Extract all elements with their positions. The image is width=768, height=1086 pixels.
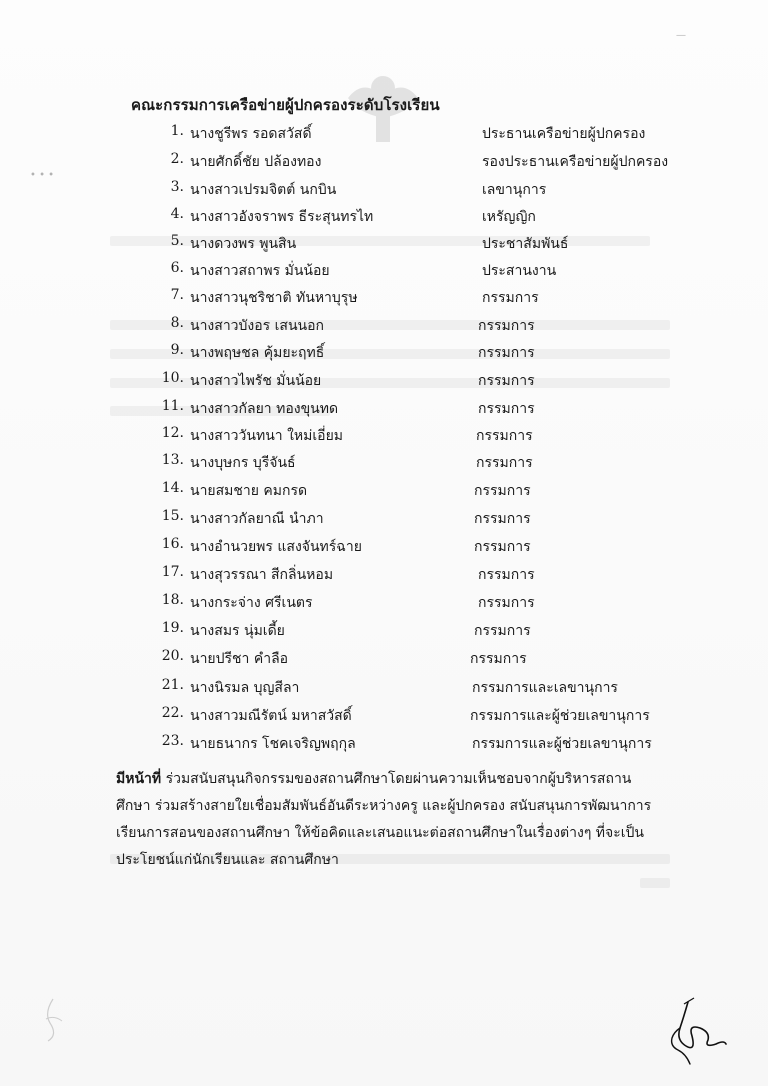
- committee-heading: คณะกรรมการเครือข่ายผู้ปกครองระดับโรงเรียน: [131, 96, 440, 114]
- member-name: นางกระจ่าง ศรีเนตร: [190, 595, 313, 611]
- faint-stamp-mark: [36, 995, 70, 1045]
- member-number: 5.: [170, 233, 184, 249]
- member-role: กรรมการ: [478, 318, 535, 334]
- member-name: นางนิรมล บุญสีลา: [190, 680, 300, 696]
- member-number: 18.: [161, 592, 184, 608]
- member-row: [0, 536, 768, 563]
- member-name: นางชูรีพร รอดสวัสดิ์: [190, 126, 312, 142]
- member-number: 14.: [161, 480, 184, 496]
- member-row: [0, 123, 768, 150]
- member-row: [0, 398, 768, 425]
- member-row: [0, 620, 768, 647]
- member-role: กรรมการ: [474, 483, 531, 499]
- member-name: นายธนากร โชคเจริญพฤกุล: [190, 736, 356, 752]
- member-number: 15.: [161, 508, 184, 524]
- member-role: กรรมการ: [478, 401, 535, 417]
- member-row: [0, 151, 768, 178]
- member-role: กรรมการ: [482, 290, 539, 306]
- member-row: [0, 452, 768, 479]
- member-role: กรรมการ: [478, 345, 535, 361]
- member-number: 20.: [161, 648, 184, 664]
- bleed-through-mark: [640, 878, 670, 888]
- member-role: ประธานเครือข่ายผู้ปกครอง: [482, 126, 646, 142]
- member-role: กรรมการและผู้ช่วยเลขานุการ: [472, 736, 652, 752]
- member-number: 10.: [161, 370, 184, 386]
- member-number: 13.: [161, 452, 184, 468]
- member-role: กรรมการ: [474, 539, 531, 555]
- member-row: [0, 564, 768, 591]
- member-number: 7.: [170, 287, 184, 303]
- member-number: 2.: [170, 151, 184, 167]
- member-row: [0, 315, 768, 342]
- member-name: นางสุวรรณา สีกลิ่นหอม: [190, 567, 334, 583]
- member-number: 6.: [170, 260, 184, 276]
- member-name: นางอำนวยพร แสงจันทร์ฉาย: [190, 539, 362, 555]
- member-name: นางสาวกัลยาณี นำภา: [190, 511, 324, 527]
- member-number: 8.: [170, 315, 184, 331]
- scan-speck: —: [676, 30, 686, 41]
- member-name: นางสาวกัลยา ทองขุนทด: [190, 401, 339, 417]
- member-name: นางสาวเปรมจิตต์ นกบิน: [190, 182, 337, 198]
- duties-label: มีหน้าที่: [116, 771, 162, 787]
- member-role: กรรมการ: [476, 455, 533, 471]
- member-role: กรรมการ: [478, 595, 535, 611]
- member-row: [0, 677, 768, 704]
- duties-paragraph: [116, 766, 656, 874]
- member-role: กรรมการ: [470, 651, 527, 667]
- member-role: เหรัญญิก: [482, 209, 536, 225]
- member-number: 21.: [161, 677, 184, 693]
- member-name: นางสาวนุชริชาติ ทันหาบุรุษ: [190, 290, 358, 306]
- member-role: กรรมการและเลขานุการ: [472, 680, 618, 696]
- member-row: [0, 233, 768, 260]
- member-row: [0, 179, 768, 206]
- member-name: นางสาวไพรัช มั่นน้อย: [190, 373, 322, 389]
- member-number: 23.: [161, 733, 184, 749]
- member-name: นายศักดิ์ชัย ปล้องทอง: [190, 154, 322, 170]
- member-role: กรรมการ: [476, 428, 533, 444]
- member-row: [0, 592, 768, 619]
- member-number: 1.: [170, 123, 184, 139]
- member-number: 12.: [161, 425, 184, 441]
- member-name: นางสาววันทนา ใหม่เอี่ยม: [190, 428, 343, 444]
- member-number: 11.: [161, 398, 184, 414]
- member-row: [0, 508, 768, 535]
- member-row: [0, 342, 768, 369]
- member-role: ประสานงาน: [482, 263, 557, 279]
- member-role: กรรมการ: [474, 511, 531, 527]
- member-number: 4.: [170, 206, 184, 222]
- member-row: [0, 425, 768, 452]
- member-row: [0, 206, 768, 233]
- member-role: กรรมการ: [478, 373, 535, 389]
- member-name: นางสาวบังอร เสนนอก: [190, 318, 324, 334]
- member-role: รองประธานเครือข่ายผู้ปกครอง: [482, 154, 669, 170]
- member-name: นางสมร นุ่มเดี้ย: [190, 623, 285, 639]
- member-role: กรรมการ: [474, 623, 531, 639]
- member-role: กรรมการ: [478, 567, 535, 583]
- member-row: [0, 733, 768, 760]
- member-role: กรรมการและผู้ช่วยเลขานุการ: [470, 708, 650, 724]
- member-number: 19.: [161, 620, 184, 636]
- member-role: ประชาสัมพันธ์: [482, 236, 569, 252]
- member-number: 16.: [161, 536, 184, 552]
- member-number: 3.: [170, 179, 184, 195]
- member-name: นางสาวสถาพร มั่นน้อย: [190, 263, 330, 279]
- member-row: [0, 287, 768, 314]
- member-row: [0, 370, 768, 397]
- member-role: เลขานุการ: [482, 182, 547, 198]
- member-name: นางพฤษชล คุ้มยะฤทธิ์: [190, 345, 325, 361]
- member-row: [0, 480, 768, 507]
- member-name: นายสมชาย คมกรด: [190, 483, 308, 499]
- scan-speck: • • •: [30, 170, 55, 181]
- member-row: [0, 260, 768, 287]
- member-name: นางดวงพร พูนสิน: [190, 236, 297, 252]
- member-number: 17.: [161, 564, 184, 580]
- duties-text: ร่วมสนับสนุนกิจกรรมของสถานศึกษาโดยผ่านความเห็นชอบจากผู้บริหารสถานศึกษา ร่วมสร้างสายใยเชื่อมสัมพันธ์อันดีระหว่างครู และผู้ปกครอง สนับสนุนการพัฒนาการเรียนการสอนของสถานศึกษา ให้ข้อคิดและเสนอแนะต่อสถานศึกษาในเรื่องต่างๆ ที่จะเป็นประโยชน์แก่นักเรียนและ สถานศึกษา: [116, 771, 652, 868]
- member-row: [0, 648, 768, 675]
- member-name: นางบุษกร บุรีจันธ์: [190, 455, 296, 471]
- member-name: นางสาวอังจราพร ธีระสุนทรไท: [190, 209, 374, 225]
- member-name: นางสาวมณีรัตน์ มหาสวัสดิ์: [190, 708, 352, 724]
- member-number: 22.: [161, 705, 184, 721]
- member-name: นายปรีชา คำลือ: [190, 651, 289, 667]
- member-row: [0, 705, 768, 732]
- handwritten-signature: [650, 994, 730, 1074]
- member-number: 9.: [170, 342, 184, 358]
